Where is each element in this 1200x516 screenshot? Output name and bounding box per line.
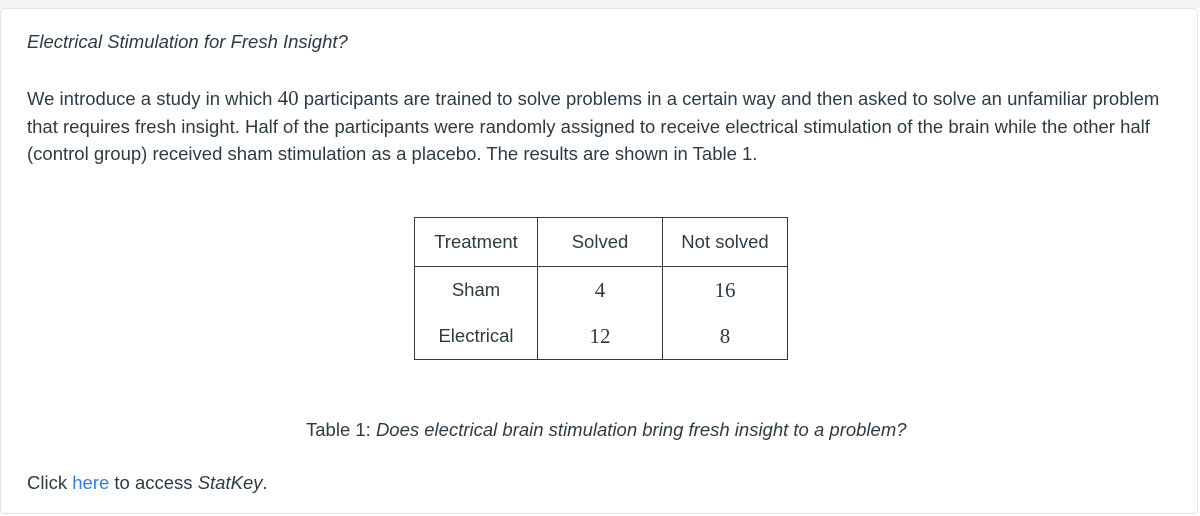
header-solved: Solved (538, 218, 663, 267)
footer-prefix: Click (27, 472, 73, 493)
table-row (415, 267, 788, 314)
caption-text: Does electrical brain stimulation bring fresh insight to a problem? (375, 419, 907, 440)
treatment-cell: Electrical (415, 313, 538, 360)
footer-middle: to access (109, 472, 198, 493)
statkey-name: StatKey (197, 472, 263, 493)
intro-paragraph (27, 85, 1177, 168)
solved-cell: 4 (538, 267, 663, 314)
treatment-cell: Sham (415, 267, 538, 314)
footer-suffix: . (262, 472, 268, 493)
table-caption (306, 419, 907, 441)
table-header-row (415, 218, 788, 267)
caption-label: Table 1: (306, 419, 376, 440)
results-table (414, 217, 788, 360)
not-solved-cell: 16 (714, 277, 736, 302)
header-not-solved: Not solved (663, 218, 788, 267)
top-shade (0, 0, 1200, 8)
intro-text-1: We introduce a study in which (27, 88, 278, 109)
intro-text-2: participants are trained to solve problems in a certain way and then asked to solve an unfamiliar problem that requires fresh insight. Half of the participants were randomly assigned to receive electrical stimulation of the brain while the other half (control group) received sham stimulation as a placebo. The results are shown in Table 1. (27, 88, 1160, 164)
solved-cell: 12 (538, 313, 663, 360)
table-row (415, 313, 788, 360)
not-solved-cell: 8 (719, 323, 731, 348)
header-treatment: Treatment (415, 218, 538, 267)
question-title: Electrical Stimulation for Fresh Insight? (27, 31, 348, 52)
statkey-link[interactable]: here (72, 472, 110, 493)
statkey-footer (27, 472, 268, 494)
participant-count: 40 (277, 86, 299, 110)
